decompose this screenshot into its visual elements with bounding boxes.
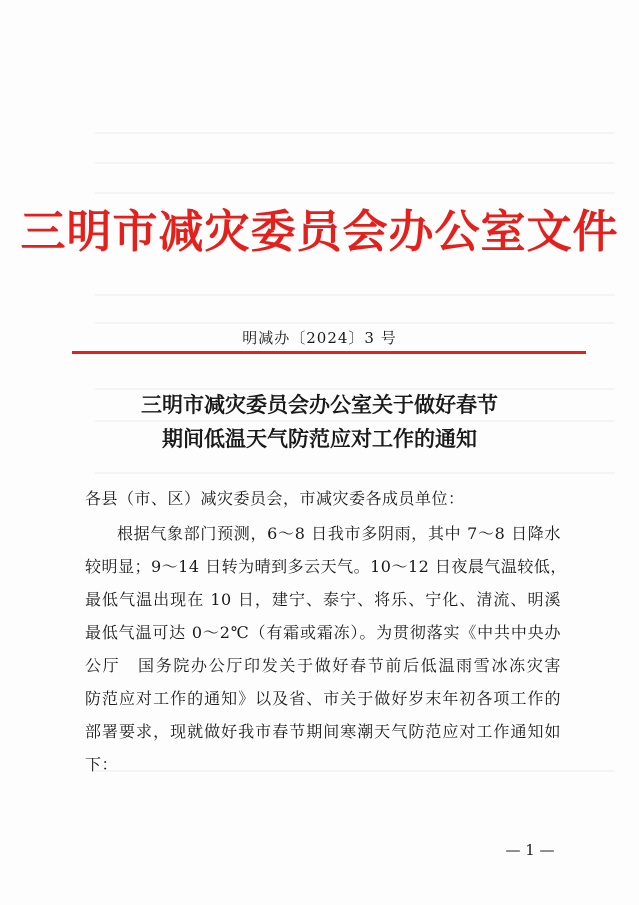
- salutation: 各县（市、区）减灾委员会，市减灾委各成员单位：: [85, 489, 465, 508]
- bleed-through-line: [95, 420, 615, 422]
- body-line: 部署要求，现就做好我市春节期间寒潮天气防范应对工作通知如: [85, 722, 561, 741]
- body-line: 根据气象部门预测，6～8 日我市多阴雨，其中 7～8 日降水: [117, 524, 561, 543]
- body-line: 公厅 国务院办公厅印发关于做好春节前后低温雨雪冰冻灾害: [85, 656, 561, 675]
- bleed-through-line: [95, 192, 615, 194]
- body-line: 下：: [85, 755, 119, 774]
- body-line: 最低气温出现在 10 日，建宁、泰宁、将乐、宁化、清流、明溪: [85, 590, 561, 609]
- page-number: — 1 —: [505, 841, 555, 859]
- body-line: 最低气温可达 0～2℃（有霜或霜冻）。为贯彻落实《中共中央办: [85, 623, 561, 642]
- bleed-through-line: [95, 162, 615, 164]
- bleed-through-line: [95, 294, 615, 296]
- bleed-through-line: [95, 472, 615, 474]
- bleed-through-line: [95, 132, 615, 134]
- body-line: 较明显；9～14 日转为晴到多云天气。10～12 日夜晨气温较低，: [85, 557, 567, 576]
- document-masthead: 三明市减灾委员会办公室文件: [20, 205, 619, 258]
- body-line: 防范应对工作的通知》以及省、市关于做好岁末年初各项工作的: [85, 689, 561, 708]
- masthead-red-rule: [72, 351, 586, 354]
- notice-title-line-1: 三明市减灾委员会办公室关于做好春节: [141, 392, 498, 417]
- bleed-through-line: [95, 322, 615, 324]
- notice-title-line-2: 期间低温天气防范应对工作的通知: [162, 426, 477, 451]
- document-number: 明减办〔2024〕3 号: [242, 329, 397, 347]
